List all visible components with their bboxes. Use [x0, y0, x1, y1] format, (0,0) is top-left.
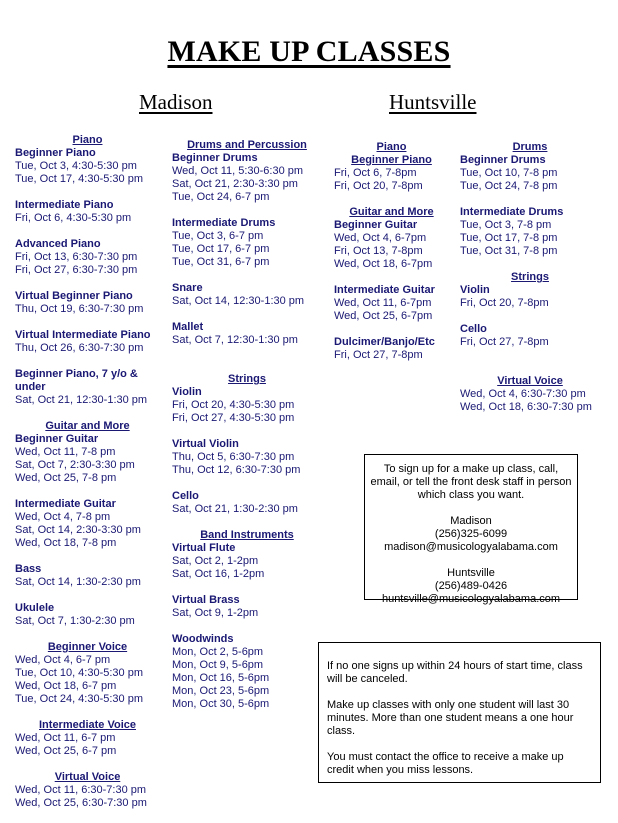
class-time: Wed, Oct 25, 6:30-7:30 pm [15, 797, 147, 809]
class-time: Wed, Oct 25, 6-7 pm [15, 745, 117, 757]
class-time: Sat, Oct 7, 2:30-3:30 pm [15, 459, 135, 471]
schedule-block [334, 206, 449, 271]
category-heading: Virtual Voice [497, 375, 563, 387]
class-time: Sat, Oct 21, 1:30-2:30 pm [172, 503, 298, 515]
class-time: Tue, Oct 24, 4:30-5:30 pm [15, 693, 143, 705]
schedule-block [15, 134, 160, 186]
class-time: Fri, Oct 27, 4:30-5:30 pm [172, 412, 295, 424]
class-time: Sat, Oct 16, 1-2pm [172, 568, 265, 580]
info-line: huntsville@musicologyalabama.com [381, 593, 561, 605]
category-heading: Guitar and More [349, 206, 434, 218]
class-title: Beginner Drums [460, 154, 546, 166]
schedule-block [172, 282, 322, 308]
schedule-block [172, 217, 322, 269]
class-time: Thu, Oct 12, 6:30-7:30 pm [172, 464, 301, 476]
huntsville-column-1 [334, 141, 449, 375]
class-time: Thu, Oct 5, 6:30-7:30 pm [172, 451, 295, 463]
class-time: Sat, Oct 21, 2:30-3:30 pm [172, 178, 298, 190]
class-time: Sat, Oct 7, 12:30-1:30 pm [172, 334, 298, 346]
class-time: Wed, Oct 25, 7-8 pm [15, 472, 117, 484]
class-time: Fri, Oct 20, 7-8pm [460, 297, 549, 309]
class-time: Sat, Oct 14, 12:30-1:30 pm [172, 295, 305, 307]
category-heading: Strings [511, 271, 549, 283]
class-time: Mon, Oct 30, 5-6pm [172, 698, 270, 710]
class-time: Mon, Oct 23, 5-6pm [172, 685, 270, 697]
class-title: Beginner Guitar [15, 433, 99, 445]
schedule-block [15, 290, 160, 316]
policy-info-box [318, 642, 601, 783]
class-time: Tue, Oct 3, 4:30-5:30 pm [15, 160, 137, 172]
madison-column-2 [172, 139, 322, 724]
class-time: Sat, Oct 14, 2:30-3:30 pm [15, 524, 141, 536]
category-heading: Drums [512, 141, 548, 153]
class-time: Thu, Oct 26, 6:30-7:30 pm [15, 342, 144, 354]
class-time: Wed, Oct 11, 7-8 pm [15, 446, 116, 458]
class-time: Fri, Oct 27, 7-8pm [334, 349, 423, 361]
schedule-block [172, 490, 322, 516]
class-time: Wed, Oct 18, 6:30-7:30 pm [460, 401, 592, 413]
class-time: Tue, Oct 17, 4:30-5:30 pm [15, 173, 143, 185]
schedule-block [15, 420, 160, 485]
schedule-block [172, 594, 322, 620]
category-heading: Beginner Voice [47, 641, 128, 653]
class-time: Wed, Oct 11, 6-7pm [334, 297, 432, 309]
class-title: Intermediate Drums [460, 206, 564, 218]
info-line: class. [327, 725, 356, 737]
class-title: Dulcimer/Banjo/Etc [334, 336, 435, 348]
class-time: Wed, Oct 4, 6-7 pm [15, 654, 111, 666]
class-time: Thu, Oct 19, 6:30-7:30 pm [15, 303, 144, 315]
class-title: Beginner Piano [15, 147, 96, 159]
schedule-block [172, 373, 322, 425]
schedule-block [15, 719, 160, 758]
class-title: Violin [460, 284, 490, 296]
class-title: Intermediate Guitar [334, 284, 435, 296]
info-line: To sign up for a make up class, call, [383, 463, 559, 475]
class-title: Intermediate Drums [172, 217, 276, 229]
schedule-block [15, 329, 160, 355]
class-time: Tue, Oct 10, 7-8 pm [460, 167, 558, 179]
schedule-block [334, 284, 449, 323]
class-time: Sat, Oct 21, 12:30-1:30 pm [15, 394, 148, 406]
info-paragraph [369, 567, 573, 606]
class-time: Tue, Oct 31, 7-8 pm [460, 245, 558, 257]
class-time: Sat, Oct 14, 1:30-2:30 pm [15, 576, 141, 588]
schedule-block [172, 321, 322, 347]
class-time: Fri, Oct 27, 7-8pm [460, 336, 549, 348]
class-time: Wed, Oct 11, 6:30-7:30 pm [15, 784, 147, 796]
info-line: You must contact the office to receive a make up [327, 751, 564, 763]
info-line: Make up classes with only one student will last 30 [327, 699, 570, 711]
class-time: Fri, Oct 6, 7-8pm [334, 167, 417, 179]
schedule-block [15, 771, 160, 810]
class-time: Wed, Oct 18, 7-8 pm [15, 537, 117, 549]
category-heading: Drums and Percussion [187, 139, 307, 151]
class-time: Wed, Oct 18, 6-7 pm [15, 680, 117, 692]
schedule-block [460, 206, 600, 258]
info-line: minutes. More than one student means a one hour [327, 712, 574, 724]
class-time: Fri, Oct 13, 6:30-7:30 pm [15, 251, 138, 263]
schedule-block [15, 498, 160, 550]
info-line: madison@musicologyalabama.com [384, 541, 558, 553]
class-time: Tue, Oct 10, 4:30-5:30 pm [15, 667, 143, 679]
info-line: will be canceled. [327, 673, 408, 685]
class-time: Sat, Oct 9, 1-2pm [172, 607, 259, 619]
huntsville-heading: Huntsville [389, 90, 477, 114]
class-title: Mallet [172, 321, 204, 333]
class-time: Sat, Oct 7, 1:30-2:30 pm [15, 615, 135, 627]
category-heading: Beginner Piano [351, 154, 432, 166]
signup-info-box [364, 454, 578, 605]
madison-heading: Madison [139, 90, 213, 114]
class-time: Fri, Oct 27, 6:30-7:30 pm [15, 264, 138, 276]
schedule-block [15, 199, 160, 225]
info-line: If no one signs up within 24 hours of start time, class [327, 660, 583, 672]
class-title: Ukulele [15, 602, 55, 614]
class-time: Fri, Oct 20, 4:30-5:30 pm [172, 399, 295, 411]
class-title: Violin [172, 386, 202, 398]
schedule-block [460, 323, 600, 349]
class-title: Virtual Brass [172, 594, 240, 606]
info-paragraph [327, 660, 592, 686]
class-title: Virtual Intermediate Piano [15, 329, 151, 341]
class-time: Sat, Oct 2, 1-2pm [172, 555, 259, 567]
class-time: Tue, Oct 31, 6-7 pm [172, 256, 270, 268]
category-heading: Piano [72, 134, 103, 146]
class-time: Wed, Oct 4, 6:30-7:30 pm [460, 388, 586, 400]
class-title: Snare [172, 282, 203, 294]
class-title: Cello [172, 490, 199, 502]
class-time: Tue, Oct 17, 7-8 pm [460, 232, 558, 244]
info-paragraph [327, 699, 592, 738]
info-paragraph [369, 515, 573, 554]
class-time: Wed, Oct 25, 6-7pm [334, 310, 433, 322]
class-time: Tue, Oct 17, 6-7 pm [172, 243, 270, 255]
info-line: email, or tell the front desk staff in person [370, 476, 572, 488]
madison-column-1 [15, 134, 160, 823]
info-line: credit when you miss lessons. [327, 764, 474, 776]
class-time: Fri, Oct 13, 7-8pm [334, 245, 423, 257]
class-time: Wed, Oct 18, 6-7pm [334, 258, 433, 270]
class-time: Fri, Oct 20, 7-8pm [334, 180, 423, 192]
category-heading: Band Instruments [200, 529, 294, 541]
category-heading: Piano [376, 141, 407, 153]
class-time: Wed, Oct 4, 6-7pm [334, 232, 427, 244]
huntsville-column-2 [460, 141, 600, 427]
schedule-block [15, 238, 160, 277]
class-time: Wed, Oct 11, 5:30-6:30 pm [172, 165, 304, 177]
class-title: Intermediate Guitar [15, 498, 116, 510]
class-title: Virtual Beginner Piano [15, 290, 133, 302]
class-time: Fri, Oct 6, 4:30-5:30 pm [15, 212, 132, 224]
schedule-block [460, 271, 600, 310]
schedule-block [172, 633, 322, 711]
info-line: (256)325-6099 [434, 528, 508, 540]
class-time: Mon, Oct 16, 5-6pm [172, 672, 270, 684]
class-title: Beginner Guitar [334, 219, 418, 231]
schedule-block [334, 141, 449, 193]
class-title: under [15, 381, 46, 393]
schedule-block [172, 529, 322, 581]
schedule-block [460, 141, 600, 193]
schedule-block [334, 336, 449, 362]
class-title: Woodwinds [172, 633, 234, 645]
class-time: Mon, Oct 9, 5-6pm [172, 659, 264, 671]
category-heading: Guitar and More [45, 420, 130, 432]
schedule-block [15, 602, 160, 628]
class-title: Bass [15, 563, 42, 575]
class-time: Tue, Oct 3, 6-7 pm [172, 230, 264, 242]
category-heading: Strings [228, 373, 266, 385]
page-title: MAKE UP CLASSES [167, 35, 451, 68]
category-heading: Intermediate Voice [39, 719, 136, 731]
schedule-block [15, 563, 160, 589]
class-title: Beginner Drums [172, 152, 258, 164]
class-title: Virtual Violin [172, 438, 239, 450]
info-paragraph [369, 463, 573, 502]
class-time: Tue, Oct 24, 6-7 pm [172, 191, 270, 203]
info-line: (256)489-0426 [434, 580, 508, 592]
schedule-block [460, 375, 600, 414]
info-paragraph [327, 751, 592, 777]
schedule-block [15, 641, 160, 706]
class-title: Virtual Flute [172, 542, 236, 554]
class-title: Advanced Piano [15, 238, 101, 250]
info-line: which class you want. [417, 489, 525, 501]
schedule-block [172, 438, 322, 477]
class-time: Tue, Oct 24, 7-8 pm [460, 180, 558, 192]
class-title: Cello [460, 323, 487, 335]
class-title: Beginner Piano, 7 y/o & [15, 368, 138, 380]
category-heading: Virtual Voice [54, 771, 121, 783]
schedule-block [15, 368, 160, 407]
class-time: Wed, Oct 4, 7-8 pm [15, 511, 111, 523]
class-title: Intermediate Piano [15, 199, 114, 211]
info-line: Madison [450, 515, 492, 527]
schedule-block [172, 139, 322, 204]
class-time: Tue, Oct 3, 7-8 pm [460, 219, 552, 231]
class-time: Wed, Oct 11, 6-7 pm [15, 732, 116, 744]
info-line: Huntsville [447, 567, 495, 579]
class-time: Mon, Oct 2, 5-6pm [172, 646, 264, 658]
